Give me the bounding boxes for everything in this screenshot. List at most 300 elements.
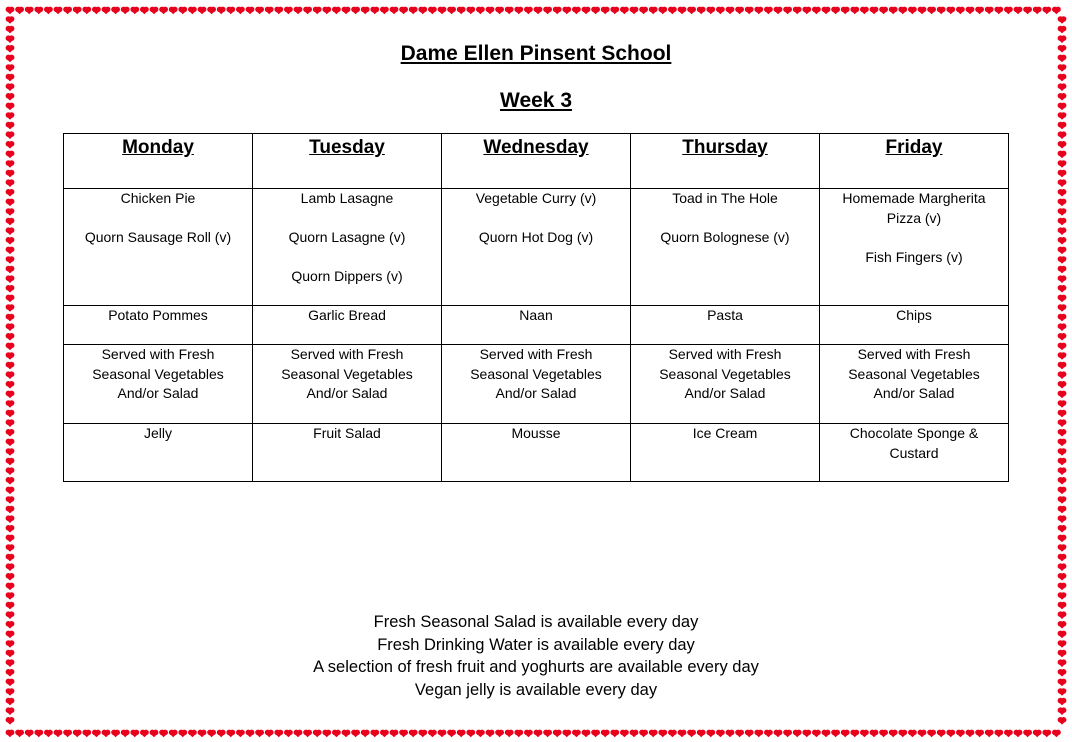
border-dot	[351, 7, 360, 15]
border-dot	[514, 7, 523, 15]
border-dot	[735, 7, 744, 15]
border-dot	[6, 410, 15, 418]
border-dot	[1033, 7, 1042, 15]
border-dot	[6, 439, 15, 447]
main-wednesday	[442, 189, 631, 306]
border-dot	[1058, 515, 1067, 523]
border-dot	[217, 7, 226, 15]
border-dot	[322, 7, 331, 15]
border-dot	[294, 7, 303, 15]
border-dot	[1058, 352, 1067, 360]
border-dot	[447, 730, 456, 738]
border-dot	[1058, 151, 1067, 159]
border-dot	[562, 7, 571, 15]
border-dot	[802, 730, 811, 738]
border-dot	[1058, 602, 1067, 610]
border-dot	[1058, 208, 1067, 216]
border-dot	[284, 7, 293, 15]
veg-line: And/or Salad	[495, 385, 577, 401]
veg-line: Served with Fresh	[668, 346, 782, 362]
border-dot	[6, 170, 15, 178]
border-dot	[6, 496, 15, 504]
border-dot	[6, 381, 15, 389]
border-dot	[418, 7, 427, 15]
border-dot	[1058, 554, 1067, 562]
border-dot	[6, 717, 15, 725]
border-dot	[1058, 381, 1067, 389]
border-dot	[6, 74, 15, 82]
border-dot	[985, 730, 994, 738]
border-dot	[34, 730, 43, 738]
border-dot	[370, 7, 379, 15]
menu-item: Quorn Bolognese (v)	[660, 229, 790, 245]
border-dot	[783, 730, 792, 738]
border-dot	[975, 7, 984, 15]
border-dot	[25, 7, 34, 15]
border-dot	[543, 730, 552, 738]
border-dot	[1058, 275, 1067, 283]
border-dot	[831, 730, 840, 738]
side-thursday: Pasta	[631, 306, 820, 345]
border-dot	[447, 7, 456, 15]
border-dot	[783, 7, 792, 15]
border-dot	[294, 730, 303, 738]
border-dot	[150, 7, 159, 15]
border-dot	[6, 602, 15, 610]
veg-line: Served with Fresh	[857, 346, 971, 362]
border-dot	[610, 7, 619, 15]
border-dot	[6, 227, 15, 235]
border-dot	[188, 730, 197, 738]
day-header-wednesday: Wednesday	[442, 134, 631, 189]
border-dot	[534, 730, 543, 738]
vegetables-row	[64, 345, 1009, 424]
border-dot	[409, 730, 418, 738]
border-dot	[1058, 592, 1067, 600]
border-dot	[457, 7, 466, 15]
border-dot	[1058, 247, 1067, 255]
border-dot	[6, 256, 15, 264]
border-dot	[6, 477, 15, 485]
border-dot	[1058, 410, 1067, 418]
border-dot	[159, 730, 168, 738]
border-dot	[322, 730, 331, 738]
menu-item: Quorn Lasagne (v)	[288, 229, 406, 245]
border-dot	[601, 730, 610, 738]
border-dot	[879, 730, 888, 738]
side-row	[64, 306, 1009, 345]
border-dot	[380, 730, 389, 738]
border-dot	[908, 730, 917, 738]
border-dot	[63, 730, 72, 738]
border-dot	[6, 7, 15, 15]
border-dot	[361, 730, 370, 738]
footer-note: Vegan jelly is available every day	[414, 681, 658, 700]
menu-item: Quorn Sausage Roll (v)	[84, 229, 232, 245]
border-dot	[822, 7, 831, 15]
main-course-row	[64, 189, 1009, 306]
border-dot	[956, 730, 965, 738]
border-dot	[764, 7, 773, 15]
border-dot	[6, 247, 15, 255]
border-dot	[1058, 343, 1067, 351]
border-dot	[73, 7, 82, 15]
border-dot	[6, 141, 15, 149]
border-dot	[898, 730, 907, 738]
menu-item: Fish Fingers (v)	[865, 248, 963, 265]
border-dot	[169, 730, 178, 738]
border-dot	[610, 730, 619, 738]
border-dot	[658, 7, 667, 15]
border-dot	[1058, 131, 1067, 139]
border-dot	[687, 7, 696, 15]
border-dot	[351, 730, 360, 738]
main-friday	[820, 189, 1009, 306]
border-dot	[236, 730, 245, 738]
menu-item: Lamb Lasagne	[300, 190, 394, 206]
border-dot	[246, 7, 255, 15]
veg-line: And/or Salad	[873, 385, 955, 401]
border-dot	[591, 730, 600, 738]
border-dot	[226, 730, 235, 738]
veg-friday	[820, 345, 1009, 424]
day-header-monday: Monday	[64, 134, 253, 189]
footer-note: A selection of fresh fruit and yoghurts are available every day	[313, 658, 759, 677]
border-dot	[6, 295, 15, 303]
dessert-thursday: Ice Cream	[631, 424, 820, 482]
border-dot	[850, 730, 859, 738]
border-dot	[380, 7, 389, 15]
border-dot	[582, 7, 591, 15]
border-dot	[313, 730, 322, 738]
border-dot	[342, 730, 351, 738]
border-dot	[6, 467, 15, 475]
border-dot	[1058, 525, 1067, 533]
border-dot	[601, 7, 610, 15]
border-dot	[620, 730, 629, 738]
border-dot	[735, 730, 744, 738]
menu-item: Homemade Margherita	[842, 190, 986, 206]
day-header-thursday: Thursday	[631, 134, 820, 189]
border-dot	[1004, 7, 1013, 15]
border-dot	[1058, 429, 1067, 437]
border-dot	[553, 730, 562, 738]
border-dot	[1058, 496, 1067, 504]
menu-item: Chicken Pie	[120, 190, 196, 206]
border-dot	[745, 7, 754, 15]
main-tuesday	[253, 189, 442, 306]
border-dot	[812, 7, 821, 15]
border-dot	[428, 730, 437, 738]
border-dot	[102, 730, 111, 738]
border-dot	[1058, 717, 1067, 725]
border-dot	[716, 730, 725, 738]
border-dot	[1058, 170, 1067, 178]
dessert-line: Chocolate Sponge &	[849, 425, 979, 441]
border-dot	[1023, 7, 1032, 15]
border-dot	[265, 7, 274, 15]
border-dot	[754, 730, 763, 738]
menu-item: Quorn Dippers (v)	[291, 268, 403, 284]
border-dot	[178, 7, 187, 15]
border-dot	[1058, 707, 1067, 715]
border-dot	[6, 26, 15, 34]
border-dot	[1058, 227, 1067, 235]
border-dot	[1058, 583, 1067, 591]
border-dot	[745, 730, 754, 738]
border-dot	[1058, 535, 1067, 543]
border-dot	[1058, 573, 1067, 581]
border-dot	[102, 7, 111, 15]
border-dot	[217, 730, 226, 738]
border-dot	[486, 7, 495, 15]
border-dot	[6, 218, 15, 226]
border-dot	[428, 7, 437, 15]
border-dot	[1058, 544, 1067, 552]
border-dot	[668, 730, 677, 738]
border-dot	[726, 7, 735, 15]
border-dot	[6, 506, 15, 514]
border-dot	[169, 7, 178, 15]
border-dot	[1058, 323, 1067, 331]
border-dot	[1058, 314, 1067, 322]
border-dot	[764, 730, 773, 738]
border-dot	[399, 730, 408, 738]
border-dot	[726, 730, 735, 738]
border-dot	[966, 730, 975, 738]
dessert-friday	[820, 424, 1009, 482]
border-dot	[1058, 266, 1067, 274]
border-dot	[1058, 256, 1067, 264]
menu-item: Quorn Hot Dog (v)	[478, 229, 594, 245]
border-dot	[591, 7, 600, 15]
border-dot	[438, 730, 447, 738]
border-dot	[150, 730, 159, 738]
veg-tuesday	[253, 345, 442, 424]
day-header-row	[64, 134, 1009, 189]
border-dot	[975, 730, 984, 738]
veg-thursday	[631, 345, 820, 424]
side-wednesday: Naan	[442, 306, 631, 345]
border-dot	[582, 730, 591, 738]
border-dot	[495, 7, 504, 15]
border-dot	[313, 7, 322, 15]
border-dot	[639, 730, 648, 738]
border-dot	[802, 7, 811, 15]
border-dot	[54, 7, 63, 15]
side-monday: Potato Pommes	[64, 306, 253, 345]
border-dot	[1042, 730, 1051, 738]
border-dot	[1058, 362, 1067, 370]
dessert-wednesday: Mousse	[442, 424, 631, 482]
border-dot	[1058, 458, 1067, 466]
border-dot	[706, 730, 715, 738]
border-dot	[207, 7, 216, 15]
border-dot	[6, 362, 15, 370]
border-dot	[860, 7, 869, 15]
main-monday	[64, 189, 253, 306]
border-dot	[793, 7, 802, 15]
border-dot	[6, 583, 15, 591]
border-dot	[274, 7, 283, 15]
border-dot	[1058, 218, 1067, 226]
border-dot	[255, 7, 264, 15]
border-dot	[870, 7, 879, 15]
border-dot	[82, 730, 91, 738]
border-dot	[1058, 295, 1067, 303]
border-dot	[495, 730, 504, 738]
border-dot	[121, 730, 130, 738]
border-dot	[649, 730, 658, 738]
border-dot	[1058, 285, 1067, 293]
border-dot	[774, 7, 783, 15]
border-dot	[15, 730, 24, 738]
border-dot	[927, 7, 936, 15]
border-dot	[1058, 477, 1067, 485]
border-dot	[678, 730, 687, 738]
border-dot	[188, 7, 197, 15]
border-dot	[514, 730, 523, 738]
veg-line: Served with Fresh	[290, 346, 404, 362]
border-dot	[898, 7, 907, 15]
border-dot	[1042, 7, 1051, 15]
border-dot	[572, 730, 581, 738]
border-dot	[6, 122, 15, 130]
border-dot	[1058, 16, 1067, 24]
footer-note: Fresh Drinking Water is available every day	[377, 635, 695, 654]
border-dot	[6, 151, 15, 159]
border-dot	[812, 730, 821, 738]
veg-line: Seasonal Vegetables	[281, 365, 413, 382]
veg-line: And/or Salad	[117, 385, 199, 401]
border-dot	[399, 7, 408, 15]
border-dot	[6, 535, 15, 543]
border-dot	[706, 7, 715, 15]
border-dot	[1052, 7, 1061, 15]
footer-notes	[0, 611, 1072, 702]
border-dot	[63, 7, 72, 15]
border-dot	[6, 429, 15, 437]
border-dot	[370, 730, 379, 738]
veg-wednesday	[442, 345, 631, 424]
week-title: Week 3	[500, 89, 572, 112]
border-dot	[889, 730, 898, 738]
border-dot	[793, 730, 802, 738]
footer-note: Fresh Seasonal Salad is available every day	[373, 613, 699, 631]
main-thursday	[631, 189, 820, 306]
border-dot	[6, 419, 15, 427]
border-dot	[658, 730, 667, 738]
border-dot	[332, 7, 341, 15]
border-dot	[1058, 563, 1067, 571]
border-dot	[985, 7, 994, 15]
dessert-line: Custard	[889, 444, 939, 461]
border-dot	[6, 266, 15, 274]
day-header-friday: Friday	[820, 134, 1009, 189]
border-dot	[841, 7, 850, 15]
border-dot	[255, 730, 264, 738]
border-dot	[524, 7, 533, 15]
border-dot	[505, 7, 514, 15]
border-dot	[1058, 179, 1067, 187]
border-dot	[6, 391, 15, 399]
border-dot	[6, 554, 15, 562]
border-dot	[966, 7, 975, 15]
border-dot	[630, 730, 639, 738]
border-dot	[6, 285, 15, 293]
border-dot	[1058, 506, 1067, 514]
border-dot	[6, 275, 15, 283]
border-dot	[1058, 487, 1067, 495]
border-dot	[1058, 160, 1067, 168]
dessert-tuesday: Fruit Salad	[253, 424, 442, 482]
border-dot	[697, 7, 706, 15]
border-dot	[639, 7, 648, 15]
border-dot	[1058, 199, 1067, 207]
border-dot	[466, 730, 475, 738]
border-dot	[198, 730, 207, 738]
border-dot	[140, 730, 149, 738]
border-dot	[1058, 371, 1067, 379]
border-dot	[303, 730, 312, 738]
border-dot	[6, 323, 15, 331]
border-dot	[918, 7, 927, 15]
border-dot	[1014, 730, 1023, 738]
menu-table	[63, 133, 1009, 482]
border-dot	[1033, 730, 1042, 738]
day-header-tuesday: Tuesday	[253, 134, 442, 189]
border-dot	[6, 352, 15, 360]
border-dot	[6, 730, 15, 738]
border-dot	[236, 7, 245, 15]
border-dot	[1058, 74, 1067, 82]
border-dot	[390, 7, 399, 15]
border-dot	[6, 160, 15, 168]
border-dot	[6, 237, 15, 245]
border-dot	[198, 7, 207, 15]
dessert-monday: Jelly	[64, 424, 253, 482]
border-dot	[6, 544, 15, 552]
border-dot	[946, 730, 955, 738]
border-dot	[207, 730, 216, 738]
border-dot	[6, 333, 15, 341]
border-dot	[226, 7, 235, 15]
border-dot	[6, 707, 15, 715]
border-dot	[1058, 448, 1067, 456]
border-dot	[73, 730, 82, 738]
border-dot	[822, 730, 831, 738]
veg-monday	[64, 345, 253, 424]
border-dot	[6, 400, 15, 408]
border-dot	[15, 7, 24, 15]
border-dot	[505, 730, 514, 738]
border-dot	[6, 563, 15, 571]
border-dot	[1058, 122, 1067, 130]
border-dot	[572, 7, 581, 15]
border-dot	[1052, 730, 1061, 738]
border-dot	[927, 730, 936, 738]
border-dot	[92, 730, 101, 738]
veg-line: Served with Fresh	[101, 346, 215, 362]
border-dot	[534, 7, 543, 15]
border-dot	[418, 730, 427, 738]
border-dot	[630, 7, 639, 15]
border-dot	[6, 189, 15, 197]
border-dot	[6, 131, 15, 139]
border-dot	[850, 7, 859, 15]
border-dot	[1058, 333, 1067, 341]
border-dot	[466, 7, 475, 15]
